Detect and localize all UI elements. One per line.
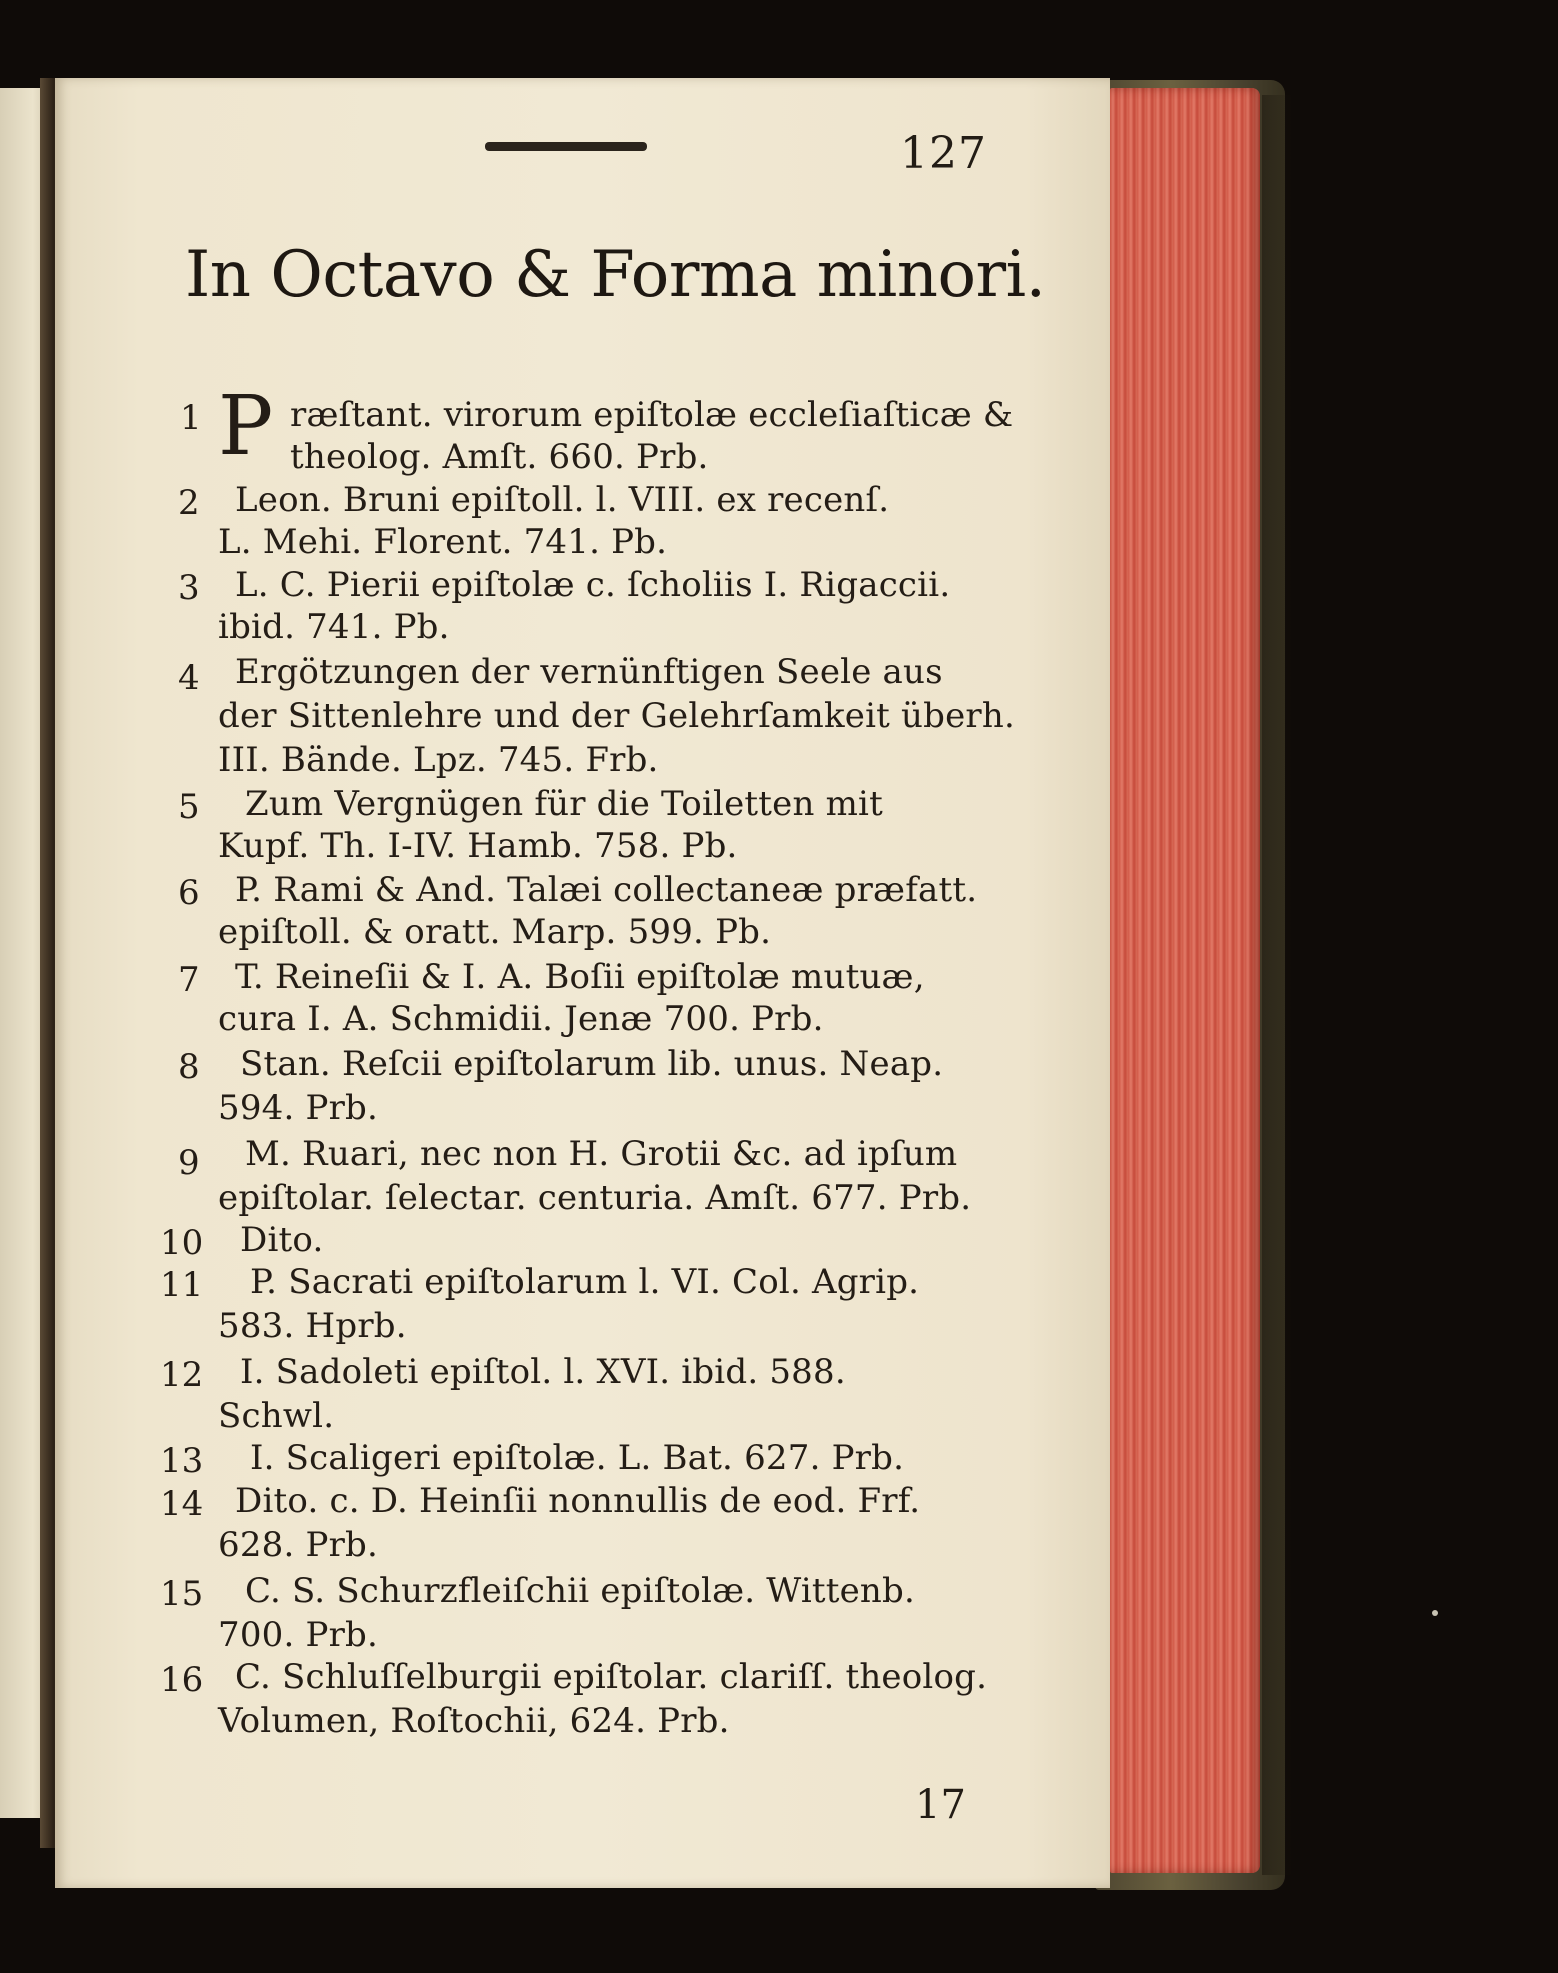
entry-line: C. S. Schurzfleiſchii epiſtolæ. Wittenb. (245, 1571, 916, 1611)
entry-number: 16 (160, 1660, 204, 1700)
entry-line: Dito. c. D. Heinſii nonnullis de eod. Frf. (235, 1481, 921, 1521)
entry-line: I. Scaligeri epiſtolæ. L. Bat. 627. Prb. (250, 1438, 905, 1478)
red-page-edges (1110, 88, 1260, 1873)
entry-number: 13 (160, 1441, 204, 1481)
entry-line: L. Mehi. Florent. 741. Pb. (218, 522, 668, 562)
entry-number: 10 (160, 1223, 204, 1263)
entry-line: P. Sacrati epiſtolarum l. VI. Col. Agrip. (250, 1262, 920, 1302)
entry-number: 8 (178, 1047, 200, 1087)
entry-line: ræſtant. virorum epiſtolæ eccleſiaſticæ & (290, 395, 1014, 435)
entry-number: 15 (160, 1574, 204, 1614)
entry-line: Zum Vergnügen für die Toiletten mit (245, 784, 883, 824)
entry-line: Dito. (240, 1220, 324, 1260)
entry-number: 1 (180, 398, 202, 438)
entry-line: P. Rami & And. Talæi collectaneæ præfatt. (235, 870, 978, 910)
entry-line: Leon. Bruni epiſtoll. l. VIII. ex recenſ. (235, 480, 890, 520)
entry-line: C. Schluſſelburgii epiſtolar. clariſſ. theolog. (235, 1657, 988, 1697)
entry-line: theolog. Amſt. 660. Prb. (290, 437, 709, 477)
entry-line: Stan. Reſcii epiſtolarum lib. unus. Neap. (240, 1044, 944, 1084)
drop-capital: P (218, 379, 274, 474)
entry-number: 2 (178, 483, 200, 523)
entry-line: cura I. A. Schmidii. Jenæ 700. Prb. (218, 999, 824, 1039)
flyspeck (1432, 1610, 1438, 1616)
entry-line: T. Reineſii & I. A. Boſii epiſtolæ mutuæ, (235, 957, 925, 997)
entry-line: 628. Prb. (218, 1525, 379, 1565)
entry-line: M. Ruari, nec non H. Grotii &c. ad ipſum (245, 1134, 958, 1174)
signature-mark: 17 (915, 1782, 966, 1828)
entry-number: 5 (178, 787, 200, 827)
entry-line: epiſtolar. ſelectar. centuria. Amſt. 677. Prb. (218, 1178, 972, 1218)
entry-number: 11 (160, 1265, 204, 1305)
entry-line: epiſtoll. & oratt. Marp. 599. Pb. (218, 912, 772, 952)
entry-line: ibid. 741. Pb. (218, 607, 450, 647)
entry-number: 7 (178, 960, 200, 1000)
page-number: 127 (900, 128, 987, 179)
entry-line: der Sittenlehre und der Gelehrſamkeit überh. (218, 696, 1015, 736)
entry-line: 594. Prb. (218, 1088, 379, 1128)
entry-line: Volumen, Roſtochii, 624. Prb. (218, 1701, 730, 1741)
entry-number: 3 (178, 568, 200, 608)
entry-line: Schwl. (218, 1396, 335, 1436)
entry-number: 9 (178, 1143, 200, 1183)
entry-line: 583. Hprb. (218, 1306, 407, 1346)
entry-line: Ergötzungen der vernünftigen Seele aus (235, 652, 943, 692)
entry-line: Kupf. Th. I-IV. Hamb. 758. Pb. (218, 826, 738, 866)
entry-number: 6 (178, 873, 200, 913)
entry-number: 4 (178, 658, 200, 698)
entry-number: 12 (160, 1355, 204, 1395)
entry-line: L. C. Pierii epiſtolæ c. ſcholiis I. Rigaccii. (235, 565, 951, 605)
entry-line: 700. Prb. (218, 1615, 379, 1655)
section-title: In Octavo & Forma minori. (185, 238, 1046, 312)
entry-number: 14 (160, 1484, 204, 1524)
entry-line: I. Sadoleti epiſtol. l. XVI. ibid. 588. (240, 1352, 846, 1392)
entry-line: III. Bände. Lpz. 745. Frb. (218, 740, 659, 780)
headpiece-rule (485, 142, 647, 151)
